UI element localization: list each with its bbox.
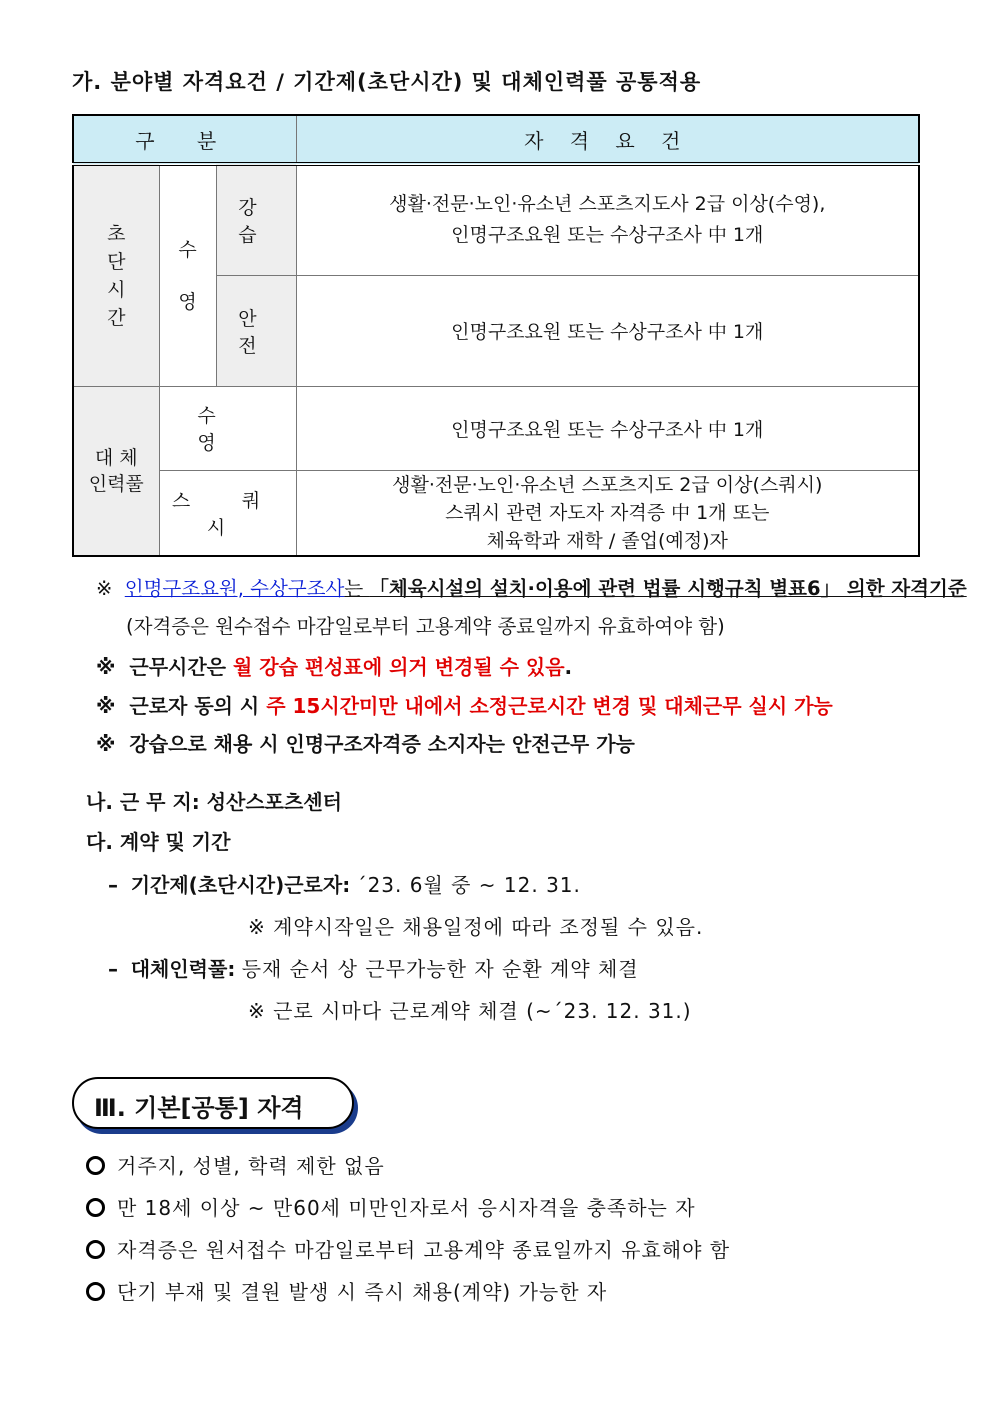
sub-safety: 안 전	[216, 275, 296, 386]
circle-bullet-icon	[86, 1240, 105, 1259]
contract-temp-note: ※ 계약시작일은 채용일정에 따라 조정될 수 있음.	[248, 915, 704, 939]
contract-pool-value: 등재 순서 상 근무가능한 자 순환 계약 체결	[241, 957, 639, 981]
list-item	[86, 1192, 696, 1221]
req-safety: 인명구조요원 또는 수상구조사 中 1개	[296, 275, 919, 386]
note-qualification-names: 인명구조요원, 수상구조사	[124, 577, 345, 600]
dash: –	[108, 957, 118, 981]
contract-temp-line	[108, 869, 581, 898]
list-item	[86, 1276, 607, 1305]
note-regulation: 「체육시설의 설치·이용에 관련 법률 시행규칙 별표6」 의한 자격기준	[369, 577, 967, 600]
circle-bullet-icon	[86, 1282, 105, 1301]
section3-title: Ⅲ. 기본[공통] 자격	[94, 1094, 304, 1122]
note-text: 는	[344, 577, 370, 600]
list-item-text: 단기 부재 및 결원 발생 시 즉시 채용(계약) 가능한 자	[117, 1280, 608, 1304]
circle-bullet-icon	[86, 1198, 105, 1217]
note-text: 근로자 동의 시	[129, 694, 267, 718]
section-ga-title: 가. 분야별 자격요건 / 기간제(초단시간) 및 대체인력풀 공통적용	[72, 70, 702, 94]
group-short-time: 초 단 시 간	[73, 164, 159, 386]
note-worker-consent	[96, 690, 833, 719]
contract-pool-note: ※ 근로 시마다 근로계약 체결 (~´23. 12. 31.)	[248, 999, 692, 1023]
contract-temp-value: ´23. 6월 중 ~ 12. 31.	[356, 873, 581, 897]
contract-pool-label: 대체인력풀:	[130, 957, 236, 981]
table-row	[73, 164, 919, 275]
section3-heading-box	[72, 1077, 354, 1129]
req-lesson: 생활·전문·노인·유소년 스포츠지도사 2급 이상(수영), 인명구조요원 또는 수상구조사 中 1개	[296, 164, 919, 275]
req-swim: 인명구조요원 또는 수상구조사 中 1개	[296, 386, 919, 470]
group-substitute-pool: 대 체 인력풀	[73, 386, 159, 556]
note-period: .	[564, 655, 573, 679]
header-category: 구 분	[73, 115, 296, 164]
contract-pool-line	[108, 953, 639, 982]
list-item	[86, 1234, 730, 1263]
table-header-row	[73, 115, 919, 164]
note-text: 근무시간은	[129, 655, 233, 679]
req-squash: 생활·전문·노인·유소년 스포츠지도 2급 이상(스쿼시) 스쿼시 관련 자도자 자격증 中 1개 또는 체육학과 재학 / 졸업(예정)자	[296, 470, 919, 556]
table-row	[73, 470, 919, 556]
list-item-text: 만 18세 이상 ~ 만60세 미만인자로서 응시자격을 충족하는 자	[117, 1196, 696, 1220]
note-mark: ※	[96, 577, 113, 600]
list-item-text: 자격증은 원서접수 마감일로부터 고용계약 종료일까지 유효해야 함	[117, 1238, 731, 1262]
note-red-text: 월 강습 편성표에 의거 변경될 수 있음	[232, 655, 565, 679]
header-requirement: 자 격 요 건	[296, 115, 919, 164]
qualification-table	[72, 114, 920, 557]
sub-lesson: 강 습	[216, 164, 296, 275]
sub-squash: 스 쿼 시	[159, 470, 296, 556]
dash: –	[108, 873, 118, 897]
sub-swim: 수 영	[159, 386, 296, 470]
note-text: 강습으로 채용 시 인명구조자격증 소지자는 안전근무 가능	[129, 732, 635, 756]
section-da-title: 다. 계약 및 기간	[86, 830, 231, 854]
note-red-text: 주 15시간미만 내에서 소정근로시간 변경 및 대체근무 실시 가능	[266, 694, 833, 718]
note-qualification-standard	[96, 573, 967, 601]
section-na-title: 나. 근 무 지: 성산스포츠센터	[86, 790, 342, 814]
note-mark: ※	[96, 732, 116, 756]
list-item	[86, 1150, 385, 1179]
note-validity: (자격증은 원수접수 마감일로부터 고용계약 종료일까지 유효하여야 함)	[126, 615, 725, 638]
contract-temp-label: 기간제(초단시간)근로자:	[130, 873, 351, 897]
note-work-hours	[96, 651, 572, 680]
note-mark: ※	[96, 694, 116, 718]
table-row	[73, 386, 919, 470]
note-lesson-safety	[96, 728, 635, 757]
circle-bullet-icon	[86, 1156, 105, 1175]
note-mark: ※	[96, 655, 116, 679]
list-item-text: 거주지, 성별, 학력 제한 없음	[117, 1154, 385, 1178]
swim-cell: 수 영	[159, 164, 216, 386]
